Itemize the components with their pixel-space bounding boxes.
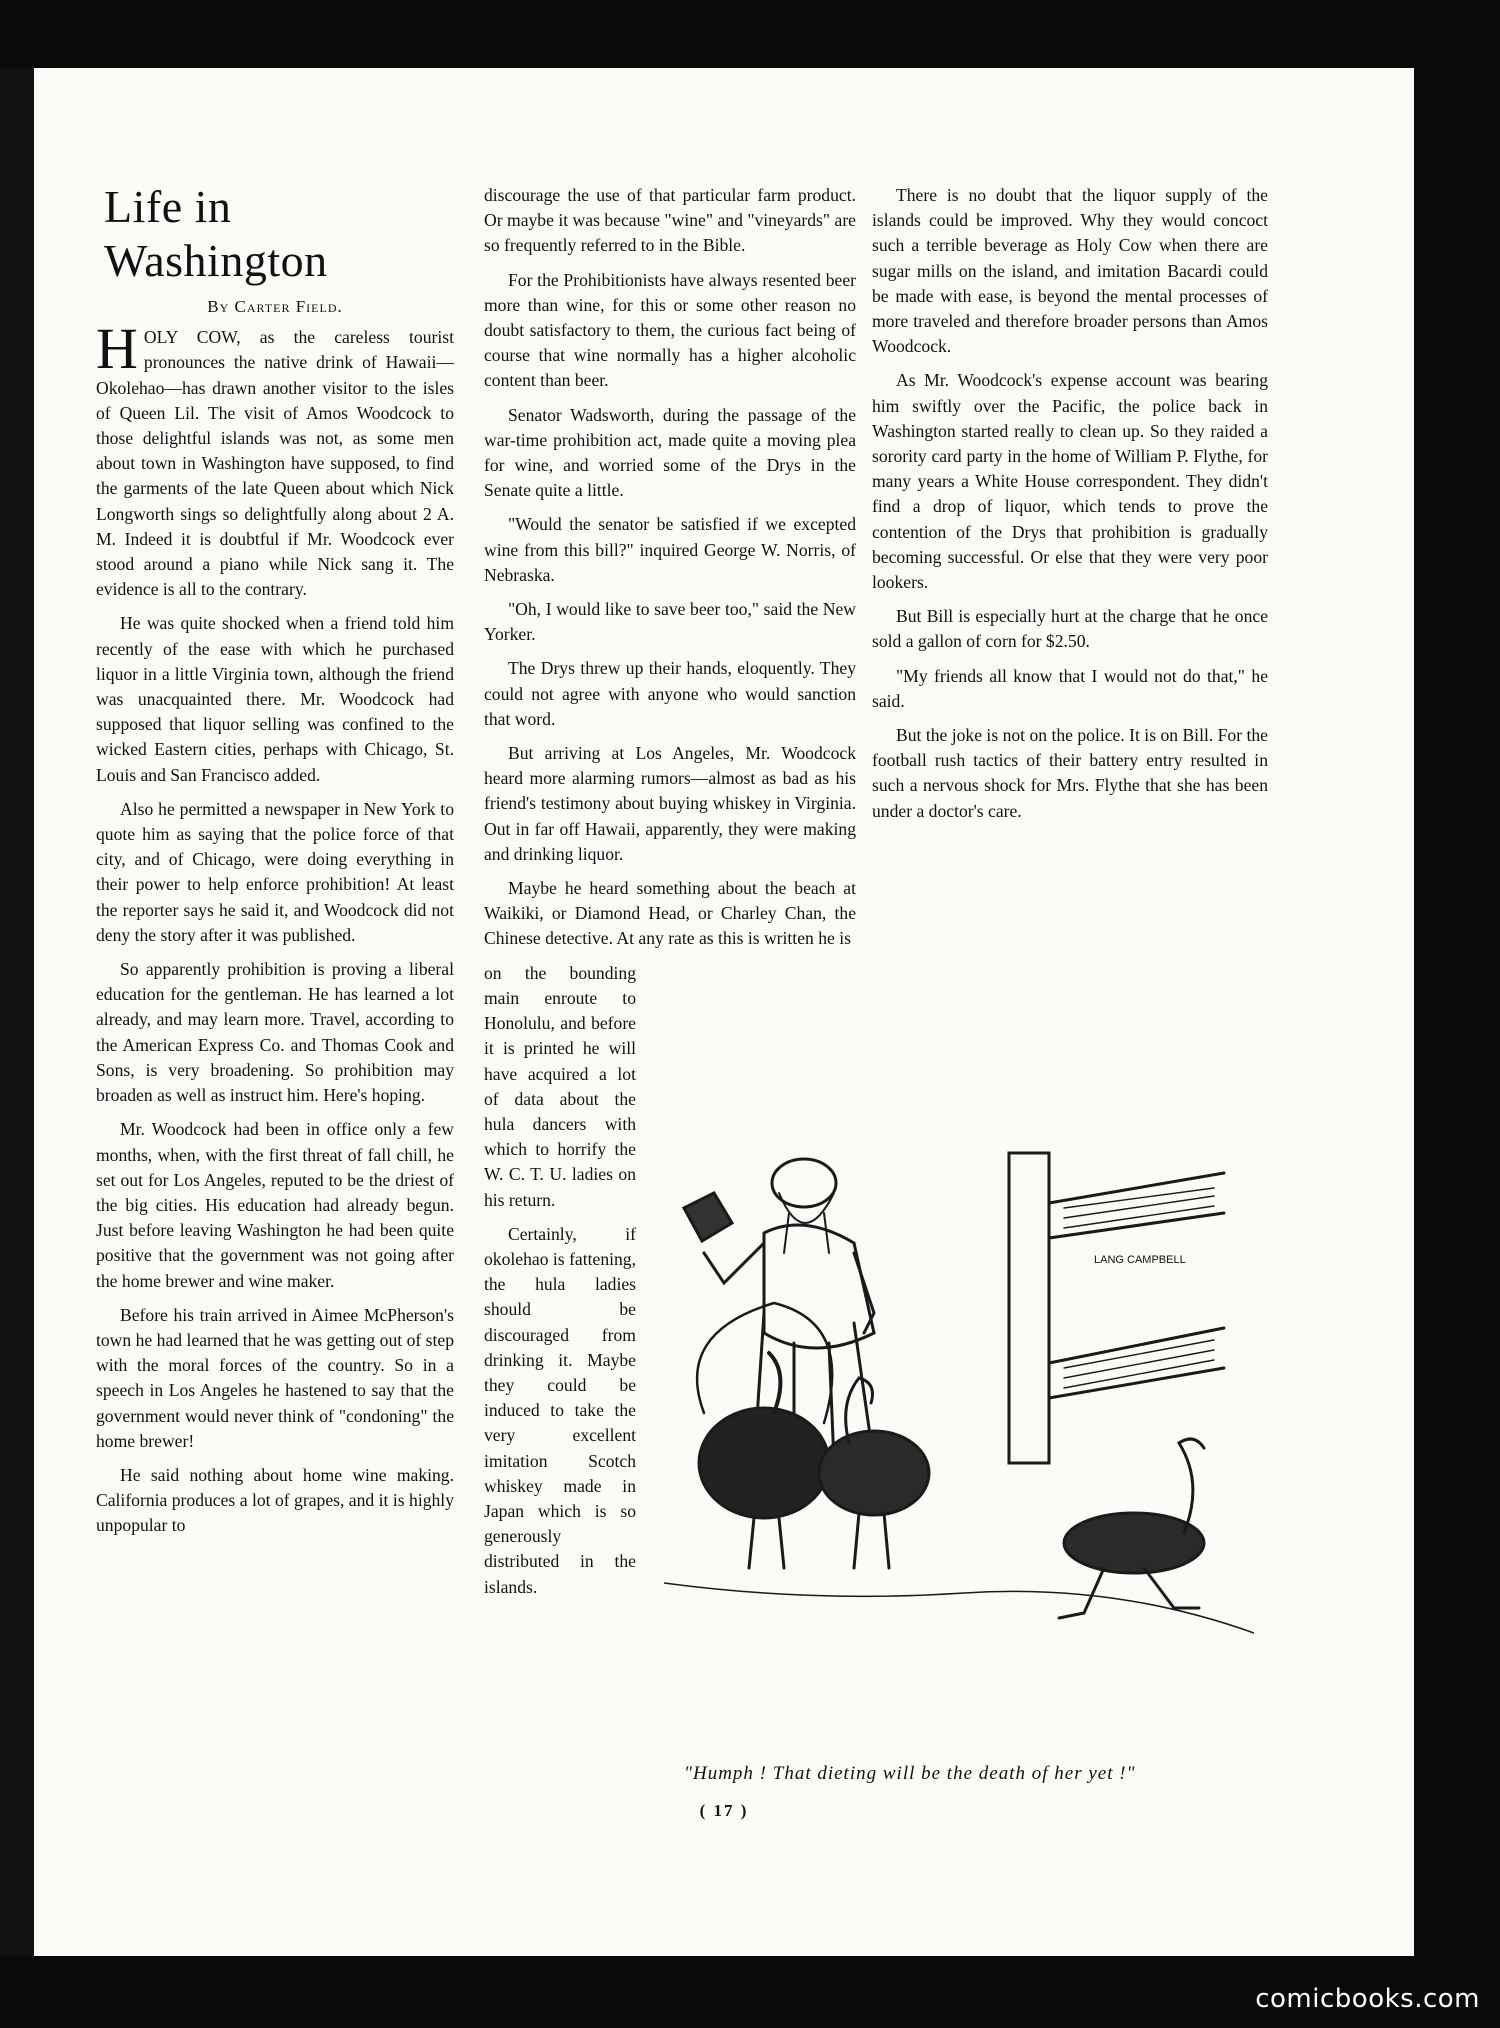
- paragraph: He said nothing about home wine making. California produces a lot of grapes, and it is highly unpopular to: [96, 1464, 454, 1536]
- paragraph: But arriving at Los Angeles, Mr. Woodcock heard more alarming rumors—almost as bad as his friend's testimony about buying whiskey in Virginia. Out in far off Hawaii, apparently, they were making and drinking liquor.: [484, 743, 856, 864]
- page-number: ( 17 ): [699, 1801, 749, 1820]
- paragraph: Senator Wadsworth, during the passage of the war-time prohibition act, made quite a moving plea for wine, and worried some of the Drys in the Senate quite a little.: [484, 404, 856, 501]
- paragraph: He was quite shocked when a friend told him recently of the ease with which he purchased liquor in a little Virginia town, although the friend was unacquainted there. Mr. Woodcock had supposed that liquor selling was confined to the wicked Eastern cities, perhaps with Chicago, St. Louis and San Francisco added.: [96, 613, 454, 785]
- cartoon-illustration: [664, 1113, 1254, 1643]
- paragraph: "Would the senator be satisfied if we excepted wine from this bill?" inquired George W. Norris, of Nebraska.: [484, 514, 856, 585]
- paragraph: The Drys threw up their hands, eloquently. They could not agree with anyone who would sanction that word.: [484, 658, 856, 729]
- paragraph: So apparently prohibition is proving a liberal education for the gentleman. He has learned a lot already, and may learn more. Travel, according to the American Express Co. and Thomas Cook and Sons, is very broadening. So prohibition may broaden as well as instruct him. Here's hoping.: [96, 959, 454, 1106]
- article-title: Life in Washington: [104, 181, 328, 286]
- fence-post: [1009, 1153, 1049, 1463]
- paragraph: "My friends all know that I would not do that," he said.: [872, 665, 1268, 711]
- paragraph: Maybe he heard something about the beach at Waikiki, or Diamond Head, or Charley Chan, the Chinese detective. At any rate as this is written he is: [484, 878, 856, 949]
- paragraph: There is no doubt that the liquor supply of the islands could be improved. Why they would concoct such a terrible beverage as Holy Cow when there are sugar mills on the island, and imitation Bacardi could be made with ease, is beyond the mental processes of more traveled and therefore broader persons than Amos Woodcock.: [872, 185, 1268, 357]
- magazine-page: [34, 68, 1414, 1956]
- paragraph: Also he permitted a newspaper in New York to quote him as saying that the police force of that city, and of Chicago, were doing everything in their power to help enforce prohibition! At least the reporter says he said it, and Woodcock did not deny the story after it was published.: [96, 798, 454, 945]
- paragraph: But the joke is not on the police. It is on Bill. For the football rush tactics of their battery entry resulted in such a nervous shock for Mrs. Flythe that she has been under a doctor's care.: [872, 725, 1268, 821]
- paragraph: Certainly, if okolehao is fattening, the hula ladies should be discouraged from drinking it. Maybe they could be induced to take the very excellent imitation Scotch whiskey made in Japan which is so generously distributed in the islands.: [484, 1223, 636, 1597]
- paragraph: Before his train arrived in Aimee McPherson's town he had learned that he was getting out of step with the moral forces of the country. So in a speech in Los Angeles he hastened to say that the government would never think of "condoning" the home brewer!: [96, 1304, 454, 1451]
- illustration-caption: "Humph ! That dieting will be the death of her yet !": [684, 1763, 1136, 1784]
- paragraph: As Mr. Woodcock's expense account was bearing him swiftly over the Pacific, the police back in Washington started really to clean up. So they raided a sorority card party in the home of William P. Flythe, for many years a White House correspondent. They didn't find a drop of liquor, which tends to prove the contention of the Drys that prohibition is gradually becoming successful. Or else that they were very poor lookers.: [872, 370, 1268, 593]
- paragraph: But Bill is especially hurt at the charge that he once sold a gallon of corn for $2.50.: [872, 606, 1268, 652]
- drop-cap: H: [96, 316, 138, 382]
- column-3: [872, 183, 1268, 833]
- scan-edge: [0, 68, 34, 1956]
- paragraph: on the bounding main enroute to Honolulu, and before it is printed he will have acquired a lot of data about the hula dancers with which to horrify the W. C. T. U. ladies on his return.: [484, 962, 636, 1210]
- artist-signature: LANG CAMPBELL: [1094, 1254, 1186, 1266]
- wrap-column: [484, 961, 636, 1600]
- column-1: [96, 180, 454, 1548]
- watermark: comicbooks.com: [1255, 1984, 1480, 2014]
- axe: [684, 1193, 732, 1241]
- paragraph: Mr. Woodcock had been in office only a few months, when, with the first threat of fall chill, he set out for Los Angeles, reputed to be the driest of the big cities. His education had already begun. Just before leaving Washington he had been quite positive that the government was not going after the home brewer and wine maker.: [96, 1119, 454, 1291]
- paragraph: discourage the use of that particular farm product. Or maybe it was because "wine" and "vineyards" are so frequently referred to in the Bible.: [484, 185, 856, 256]
- paragraph: "Oh, I would like to save beer too," said the New Yorker.: [484, 599, 856, 645]
- paragraph: For the Prohibitionists have always resented beer more than wine, for this or some other reason no doubt satisfactory to them, the curious fact being of course that wine normally has a higher alcoholic content than beer.: [484, 269, 856, 391]
- byline: By Carter Field.: [207, 297, 343, 316]
- paragraph: HOLY COW, as the careless tourist pronounces the native drink of Hawaii—Okolehao—has drawn another visitor to the isles of Queen Lil. The visit of Amos Woodcock to those delightful islands was not, as some men about town in Washington have supposed, to find the garments of the late Queen about which Nick Longworth sings so delightfully along about 2 A. M. Indeed it is doubtful if Mr. Woodcock ever stood around a piano while Nick sang it. The evidence is all to the contrary.: [96, 316, 454, 600]
